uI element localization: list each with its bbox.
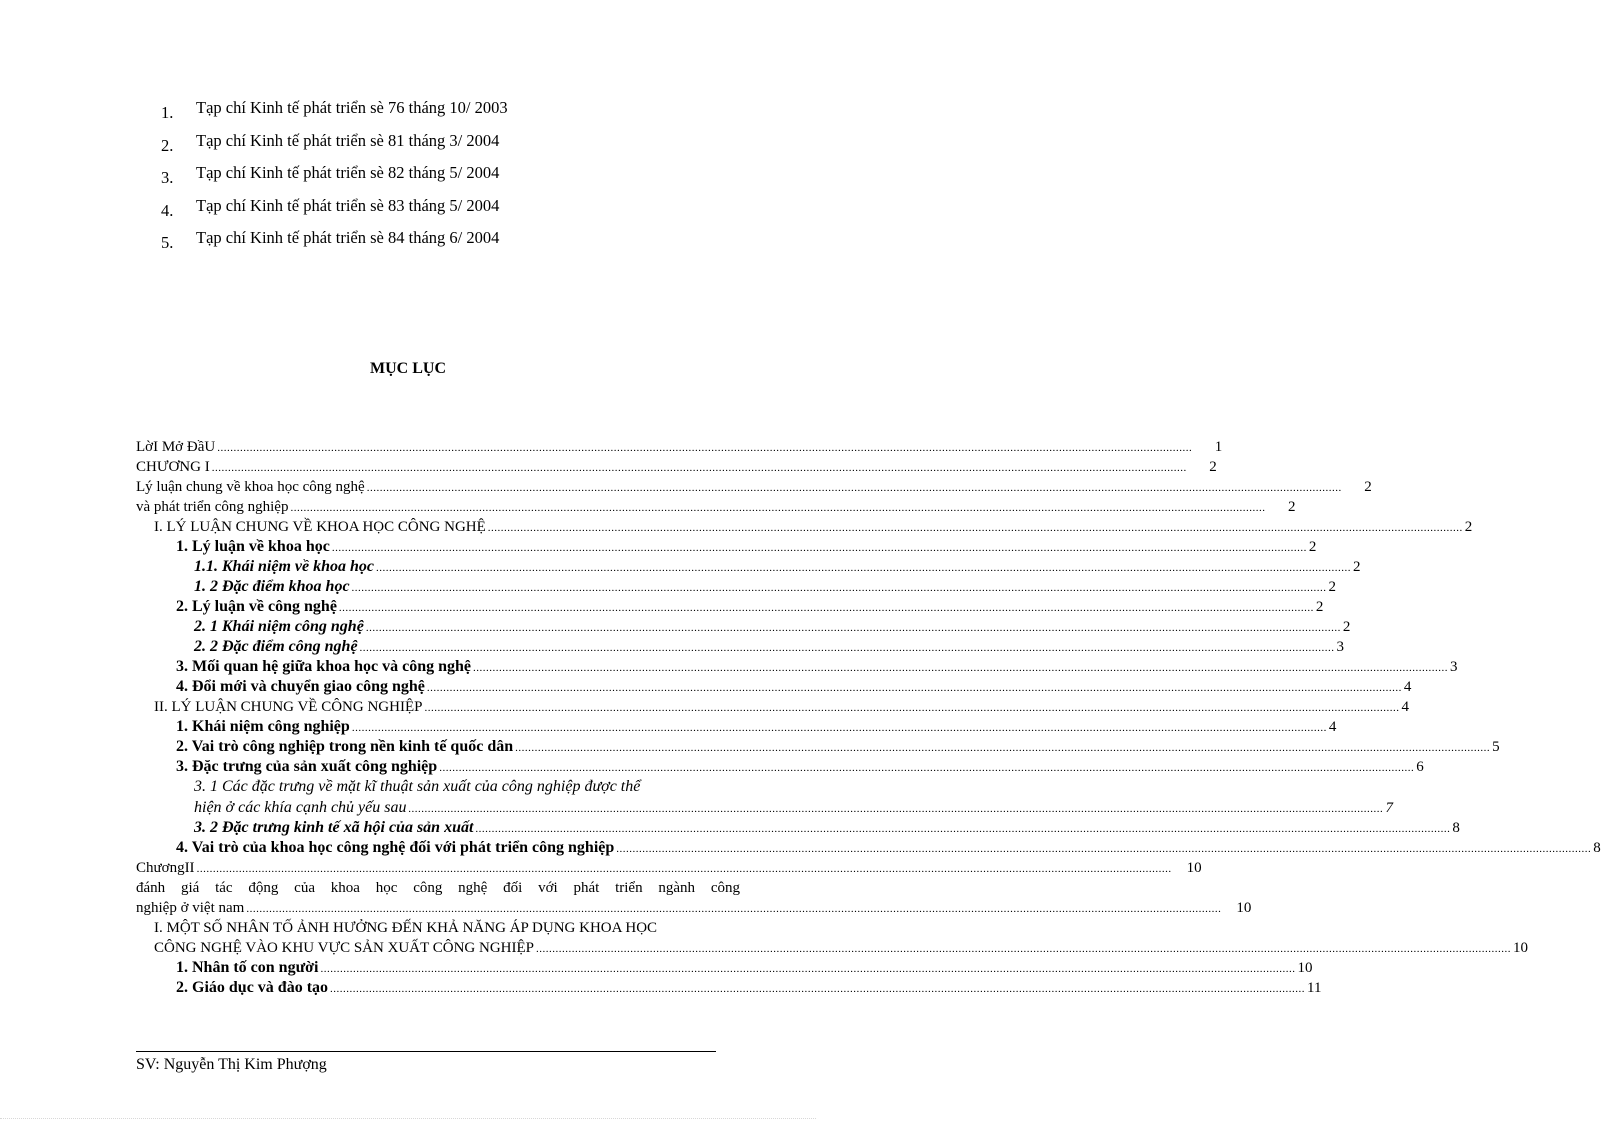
toc-title: MỤC LỤC (370, 360, 446, 377)
toc-entry-text: 1. 2 Đặc điểm khoa học (194, 578, 350, 595)
toc-entry-text: 1. Khái niệm công nghiệp (176, 718, 350, 735)
toc-entry-text: I. MỘT SỐ NHÂN TỐ ẢNH HƯỞNG ĐẾN KHẢ NĂNG ÁP DỤNG KHOA HỌC (154, 920, 658, 936)
toc-leader-dots: ............................................................................................................................................................................................................................................................................................................ (290, 502, 1266, 514)
reference-item (150, 194, 710, 227)
toc-entry-page: 2 (1328, 579, 1337, 595)
toc-entry-page: 2 (1315, 599, 1324, 615)
toc-leader-dots: ............................................................................................................................................................................................................................................................................................................ (376, 562, 1352, 574)
toc-entry-text: 4. Đổi mới và chuyển giao công nghệ (176, 678, 425, 695)
toc-entry-page: 10 (1186, 860, 1202, 876)
toc-entry-text: 3. Đặc trưng của sản xuất công nghiệp (176, 758, 438, 775)
toc-entry-page: 11 (1307, 980, 1322, 996)
toc-entry-text: 1. Lý luận về khoa học (176, 538, 330, 555)
toc-leader-dots: ............................................................................................................................................................................................................................................................................................................ (196, 863, 1172, 875)
toc-entry-page: 2 (1308, 539, 1317, 555)
toc-entry[interactable] (136, 617, 1351, 637)
toc-entry[interactable] (136, 477, 1372, 497)
toc-entry[interactable] (136, 537, 1317, 557)
toc-entry-page: 8 (1593, 840, 1601, 856)
toc-entry[interactable] (136, 697, 1409, 717)
toc-entry-text: đánh giá tác động của khoa học công nghệ đối với phát triển ngành công (136, 880, 740, 896)
reference-text: Tạp chí Kinh tế phát triển sè 83 tháng 5/ 2004 (196, 195, 500, 215)
toc-entry-text: I. LÝ LUẬN CHUNG VỀ KHOA HỌC CÔNG NGHỆ (154, 519, 486, 535)
toc-leader-dots: ............................................................................................................................................................................................................................................................................................................ (365, 622, 1341, 634)
toc-leader-dots: ............................................................................................................................................................................................................................................................................................................ (616, 843, 1592, 855)
toc-leader-dots: ............................................................................................................................................................................................................................................................................................................ (211, 462, 1187, 474)
reference-item (150, 161, 710, 194)
toc-entry-text: 3. Mối quan hệ giữa khoa học và công nghệ (176, 658, 471, 675)
toc-leader-dots: ............................................................................................................................................................................................................................................................................................................ (320, 963, 1296, 975)
reference-item (150, 96, 710, 129)
toc-leader-dots: ............................................................................................................................................................................................................................................................................................................ (426, 682, 1402, 694)
toc-entry[interactable] (136, 517, 1473, 537)
toc-entry-page: 4 (1403, 679, 1412, 695)
toc-leader-dots: ............................................................................................................................................................................................................................................................................................................ (338, 602, 1314, 614)
toc-entry-page: 10 (1513, 940, 1528, 956)
toc-entry-text: II. LÝ LUẬN CHUNG VỀ CÔNG NGHIỆP (154, 699, 423, 715)
toc-entry-page: 10 (1236, 900, 1252, 916)
toc-leader-dots: ............................................................................................................................................................................................................................................................................................................ (351, 582, 1327, 594)
toc-entry-line2[interactable] (136, 898, 1252, 918)
toc-entry-page: 8 (1452, 820, 1460, 836)
reference-list (150, 96, 710, 259)
toc-entry[interactable] (136, 737, 1500, 757)
toc-leader-dots: ............................................................................................................................................................................................................................................................................................................ (351, 722, 1327, 734)
reference-number: 4. (161, 200, 174, 220)
reference-text: Tạp chí Kinh tế phát triển sè 81 tháng 3/ 2004 (196, 130, 500, 150)
reference-item (150, 129, 710, 162)
toc-entry-page: 5 (1492, 739, 1500, 755)
toc-leader-dots: ............................................................................................................................................................................................................................................................................................................ (472, 662, 1448, 674)
toc-entry[interactable] (136, 838, 1601, 858)
toc-entry[interactable] (136, 717, 1337, 737)
footer-divider (136, 1051, 716, 1052)
toc-entry-page: 6 (1416, 759, 1424, 775)
reference-text: Tạp chí Kinh tế phát triển sè 76 tháng 10/ 2003 (196, 98, 508, 117)
toc-entry[interactable] (136, 757, 1424, 777)
toc-leader-dots: ............................................................................................................................................................................................................................................................................................................ (359, 642, 1335, 654)
toc-entry[interactable] (136, 657, 1458, 677)
toc-entry-line2[interactable] (136, 798, 1393, 818)
toc-entry-text: hiện ở các khía cạnh chủ yếu sau (194, 799, 407, 816)
toc-entry[interactable] (136, 677, 1412, 697)
toc-entry-page: 3 (1449, 659, 1458, 675)
toc-entry[interactable] (136, 457, 1217, 477)
reference-item (150, 226, 710, 259)
toc-entry[interactable] (136, 437, 1223, 457)
toc-entry-page: 2 (1364, 479, 1372, 495)
toc-entry[interactable] (136, 858, 1202, 878)
toc-entry-page: 2 (1342, 619, 1351, 635)
reference-number: 3. (161, 168, 174, 187)
toc-leader-dots: ............................................................................................................................................................................................................................................................................................................ (366, 482, 1342, 494)
toc-entry-page: 1 (1214, 439, 1223, 455)
toc-leader-dots: ............................................................................................................................................................................................................................................................................................................ (408, 803, 1384, 815)
toc-entry-text: 4. Vai trò của khoa học công nghệ đối với phát triển công nghiệp (176, 839, 615, 856)
toc-entry-text: 1. Nhân tố con người (176, 959, 319, 976)
toc-entry-page: 2 (1353, 559, 1361, 575)
toc-entry-text: nghiệp ở việt nam (136, 900, 245, 916)
toc-leader-dots: ............................................................................................................................................................................................................................................................................................................ (487, 522, 1463, 534)
toc-entry-page: 4 (1328, 719, 1337, 735)
toc-entry-line1[interactable] (136, 777, 740, 798)
toc-entry-text: 2. Giáo dục và đào tạo (176, 979, 329, 996)
toc-leader-dots: ............................................................................................................................................................................................................................................................................................................ (439, 762, 1415, 774)
toc-entry-page: 10 (1297, 960, 1313, 976)
toc-entry[interactable] (136, 978, 1322, 998)
toc-entry[interactable] (136, 557, 1361, 577)
toc-entry-text: 1.1. Khái niệm về khoa học (194, 558, 375, 575)
toc-entry-page: 7 (1385, 800, 1393, 816)
toc-entry-text: 2. Vai trò công nghiệp trong nền kinh tế quốc dân (176, 738, 514, 755)
page-bottom-border (0, 1118, 816, 1119)
toc-entry-text: và phát triển công nghiệp (136, 499, 289, 515)
toc-entry-line2[interactable] (136, 938, 1528, 958)
toc-entry-text: ChươngII (136, 860, 195, 876)
toc-entry-text: LờI Mở ĐầU (136, 439, 216, 455)
toc-leader-dots: ............................................................................................................................................................................................................................................................................................................ (475, 823, 1451, 835)
toc-entry[interactable] (136, 577, 1337, 597)
toc-entry-page: 2 (1287, 499, 1296, 515)
toc-leader-dots: ............................................................................................................................................................................................................................................................................................................ (246, 903, 1222, 915)
toc-entry[interactable] (136, 597, 1324, 617)
reference-text: Tạp chí Kinh tế phát triển sè 84 tháng 6/ 2004 (196, 228, 500, 247)
toc-entry-text: 2. Lý luận về công nghệ (176, 598, 337, 615)
toc-entry-text: 3. 2 Đặc trưng kinh tế xã hội của sản xuất (194, 819, 474, 836)
toc-entry[interactable] (136, 497, 1296, 517)
toc-entry-line1[interactable] (136, 918, 740, 938)
toc-entry[interactable] (136, 637, 1345, 657)
reference-number: 2. (161, 135, 174, 155)
reference-text: Tạp chí Kinh tế phát triển sè 82 tháng 5/ 2004 (196, 163, 500, 182)
toc-entry-page: 2 (1209, 459, 1217, 475)
toc-entry[interactable] (136, 818, 1460, 838)
toc-entry-page: 2 (1464, 519, 1473, 535)
toc-leader-dots: ............................................................................................................................................................................................................................................................................................................ (424, 702, 1400, 714)
toc-entry-text: 2. 1 Khái niệm công nghệ (194, 618, 364, 635)
toc-leader-dots: ............................................................................................................................................................................................................................................................................................................ (330, 983, 1306, 995)
toc-entry-text: 3. 1 Các đặc trưng về mặt kĩ thuật sản xuất của công nghiệp được thể (194, 778, 641, 795)
toc-entry-text: CÔNG NGHỆ VÀO KHU VỰC SẢN XUẤT CÔNG NGHIỆP (154, 940, 534, 956)
toc-entry-page: 4 (1401, 699, 1409, 715)
toc-leader-dots: ............................................................................................................................................................................................................................................................................................................ (515, 742, 1491, 754)
reference-number: 5. (161, 233, 174, 252)
toc-leader-dots: ............................................................................................................................................................................................................................................................................................................ (536, 943, 1511, 955)
toc-entry-page: 3 (1336, 639, 1345, 655)
reference-number: 1. (161, 103, 174, 122)
toc-leader-dots: ............................................................................................................................................................................................................................................................................................................ (217, 442, 1193, 454)
toc-entry[interactable] (136, 958, 1313, 978)
toc-entry-text: 2. 2 Đặc điểm công nghệ (194, 638, 358, 655)
table-of-contents (136, 437, 1601, 998)
toc-entry-text: CHƯƠNG I (136, 459, 210, 475)
toc-leader-dots: ............................................................................................................................................................................................................................................................................................................ (331, 542, 1307, 554)
toc-entry-line1[interactable] (136, 878, 740, 898)
footer-author: SV: Nguyễn Thị Kim Phượng (136, 1056, 327, 1073)
toc-entry-text: Lý luận chung về khoa học công nghệ (136, 479, 365, 495)
